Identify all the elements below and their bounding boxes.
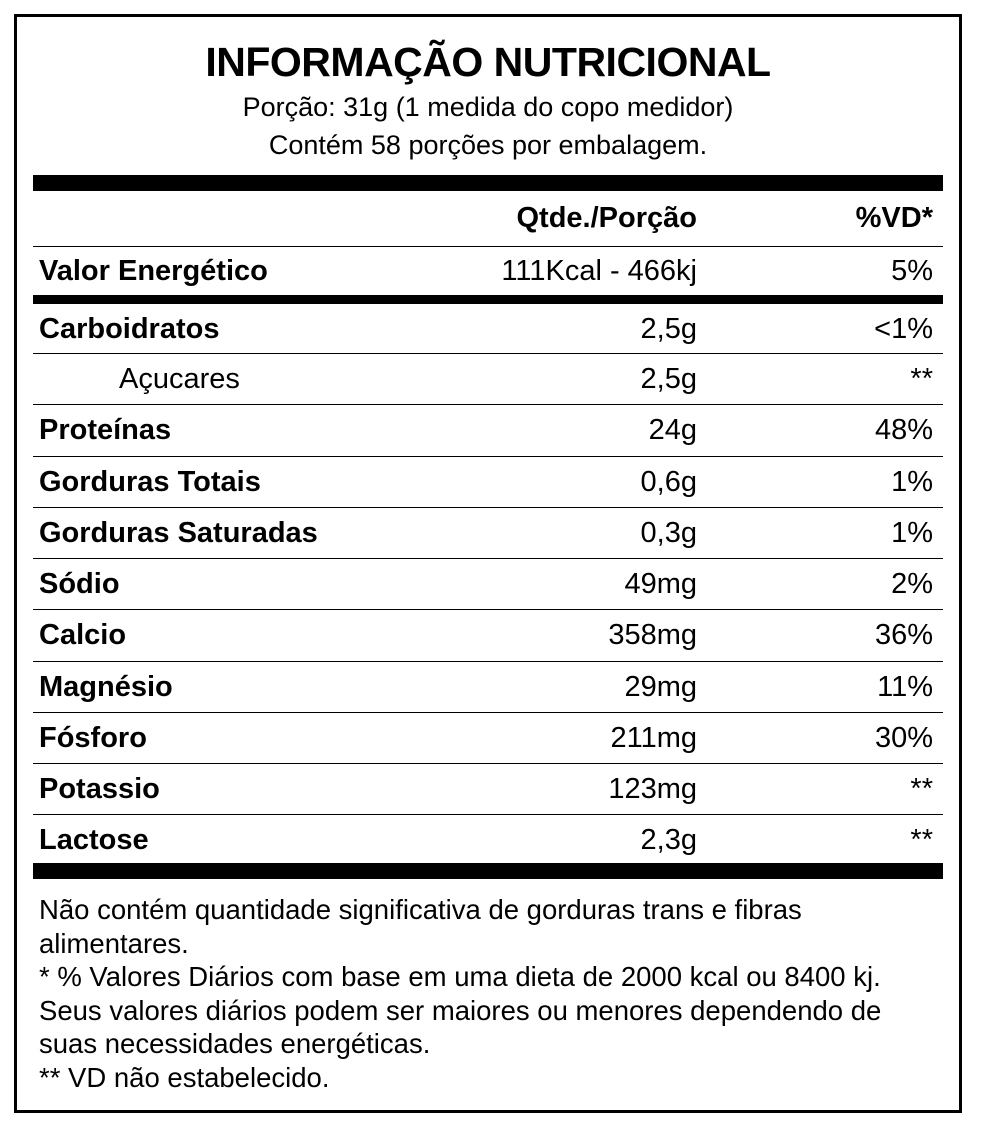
nutrition-facts-panel <box>14 14 962 1113</box>
table-row <box>37 815 939 865</box>
top-thick-divider <box>33 175 943 191</box>
table-row <box>37 713 939 763</box>
nutrient-vd: 1% <box>891 466 933 498</box>
nutrient-name: Valor Energético <box>39 255 268 287</box>
header-qty: Qtde./Porção <box>516 202 697 234</box>
nutrient-qty: 358mg <box>608 619 697 651</box>
table-row <box>37 559 939 609</box>
nutrient-name: Sódio <box>39 568 120 600</box>
table-row <box>37 764 939 814</box>
nutrient-qty: 49mg <box>624 568 697 600</box>
bottom-thick-divider <box>33 863 943 879</box>
nutrient-name: Açucares <box>119 363 240 395</box>
nutrient-vd: 1% <box>891 517 933 549</box>
nutrient-name: Calcio <box>39 619 127 651</box>
nutrient-name: Proteínas <box>39 414 172 446</box>
nutrient-vd: 11% <box>877 671 933 703</box>
nutrient-qty: 24g <box>648 414 697 446</box>
table-row <box>37 662 939 712</box>
nutrient-vd: 2% <box>891 568 933 600</box>
nutrient-name: Fósforo <box>39 722 147 754</box>
nutrient-vd: 36% <box>874 619 933 651</box>
nutrient-qty: 2,5g <box>640 363 697 395</box>
nutrient-qty: 2,3g <box>640 824 697 856</box>
nutrient-qty: 2,5g <box>640 313 697 345</box>
table-row <box>37 508 939 558</box>
footnote-daily-values: * % Valores Diários com base em uma dieta de 2000 kcal ou 8400 kj. Seus valores diários podem ser maiores ou menores dependendo de suas necessidades energéticas. <box>39 961 882 1059</box>
table-row <box>37 246 939 296</box>
label-footnotes <box>39 893 943 1094</box>
footnote-vd-not-established: ** VD não estabelecido. <box>39 1061 330 1093</box>
nutrient-qty: 111Kcal - 466kj <box>501 255 697 287</box>
nutrient-vd: <1% <box>874 313 933 345</box>
table-header <box>37 193 939 243</box>
nutrient-vd: 30% <box>874 722 933 754</box>
servings-per-package: Contém 58 porções por embalagem. <box>268 130 708 160</box>
nutrient-vd: 48% <box>874 414 933 446</box>
nutrient-qty: 211mg <box>610 722 697 754</box>
nutrient-name: Carboidratos <box>39 313 220 345</box>
label-title: INFORMAÇÃO NUTRICIONAL <box>205 39 771 85</box>
table-row <box>37 405 939 455</box>
nutrient-qty: 0,6g <box>640 466 697 498</box>
nutrient-name: Gorduras Totais <box>39 466 261 498</box>
nutrient-vd: ** <box>910 824 933 856</box>
nutrient-qty: 29mg <box>624 671 697 703</box>
nutrient-name: Magnésio <box>39 671 173 703</box>
nutrient-name: Lactose <box>39 824 149 856</box>
nutrient-name: Gorduras Saturadas <box>39 517 318 549</box>
table-row <box>37 457 939 507</box>
nutrient-qty: 123mg <box>608 773 697 805</box>
nutrient-name: Potassio <box>39 773 160 805</box>
nutrient-vd: ** <box>910 363 933 395</box>
serving-size: Porção: 31g (1 medida do copo medidor) <box>242 92 734 122</box>
header-vd: %VD* <box>855 202 933 234</box>
footnote-trans-fat: Não contém quantidade significativa de gorduras trans e fibras alimentares. <box>39 894 802 959</box>
energy-thick-divider <box>33 295 943 304</box>
nutrient-vd: ** <box>910 773 933 805</box>
nutrient-vd: 5% <box>891 255 933 287</box>
table-row <box>37 610 939 660</box>
nutrient-qty: 0,3g <box>640 517 697 549</box>
table-row <box>37 354 939 404</box>
table-row <box>37 304 939 354</box>
